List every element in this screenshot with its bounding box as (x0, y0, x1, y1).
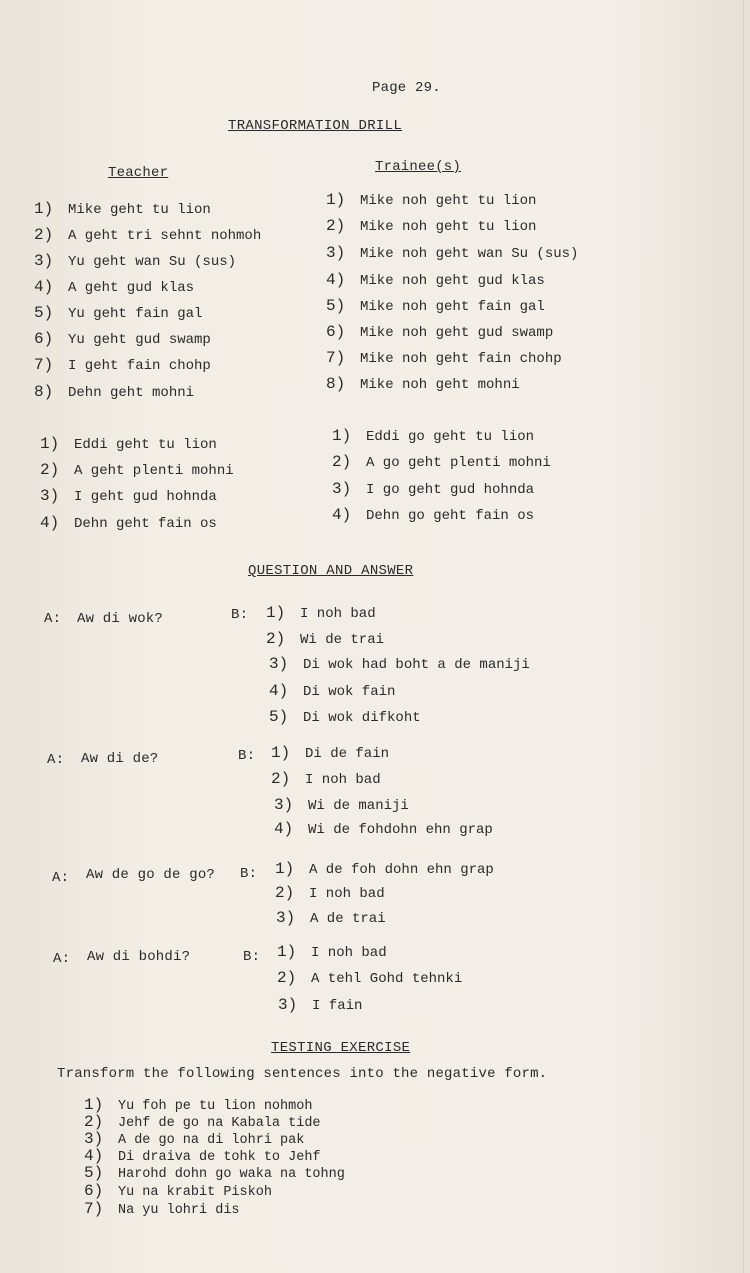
answer-item: 4) Di wok fain (269, 682, 396, 700)
list-item: 7) I geht fain chohp (34, 356, 211, 374)
answer-item: 1) Di de fain (271, 744, 390, 762)
transformation-drill-title: TRANSFORMATION DRILL (228, 118, 403, 134)
answer-item: 2) I noh bad (275, 884, 385, 902)
testing-exercise-title: TESTING EXERCISE (271, 1040, 411, 1056)
answer-item: 1) I noh bad (277, 943, 387, 961)
question-text: Aw di de? (81, 751, 159, 767)
list-item: 6) Mike noh geht gud swamp (326, 323, 554, 341)
question-text: Aw de go de go? (86, 867, 216, 883)
question-text: Aw di wok? (77, 611, 164, 627)
answer-item: 2) I noh bad (271, 770, 381, 788)
list-item: 1) Mike noh geht tu lion (326, 191, 537, 209)
list-item: 6) Yu geht gud swamp (34, 330, 211, 348)
question-text: Aw di bohdi? (87, 949, 191, 965)
list-item: 1) Mike geht tu lion (34, 200, 211, 218)
list-item: 4) Dehn go geht fain os (332, 506, 535, 524)
testing-instruction: Transform the following sentences into the negative form. (57, 1066, 548, 1082)
list-item: 5) Harohd dohn go waka na tohng (84, 1164, 345, 1182)
list-item: 3) A de go na di lohri pak (84, 1130, 305, 1148)
answer-item: 4) Wi de fohdohn ehn grap (274, 820, 493, 838)
answer-item: 3) A de trai (276, 909, 386, 927)
speaker-a-label: A: (47, 752, 65, 768)
list-item: 3) I geht gud hohnda (40, 487, 217, 505)
list-item: 2) Jehf de go na Kabala tide (84, 1113, 321, 1131)
answer-item: 5) Di wok difkoht (269, 708, 421, 726)
list-item: 3) Mike noh geht wan Su (sus) (326, 244, 579, 262)
teacher-column-heading: Teacher (108, 165, 169, 181)
list-item: 4) Dehn geht fain os (40, 514, 217, 532)
list-item: 5) Yu geht fain gal (34, 304, 203, 322)
list-item: 4) A geht gud klas (34, 278, 195, 296)
list-item: 2) A geht plenti mohni (40, 461, 234, 479)
answer-item: 2) Wi de trai (266, 630, 385, 648)
speaker-b-label: B: (238, 748, 256, 764)
list-item: 8) Dehn geht mohni (34, 383, 195, 401)
list-item: 2) A geht tri sehnt nohmoh (34, 226, 262, 244)
list-item: 7) Mike noh geht fain chohp (326, 349, 562, 367)
list-item: 4) Mike noh geht gud klas (326, 271, 545, 289)
speaker-b-label: B: (243, 949, 261, 965)
answer-item: 2) A tehl Gohd tehnki (277, 969, 463, 987)
answer-item: 3) I fain (278, 996, 363, 1014)
speaker-b-label: B: (240, 866, 258, 882)
list-item: 2) Mike noh geht tu lion (326, 217, 537, 235)
list-item: 1) Eddi geht tu lion (40, 435, 217, 453)
answer-item: 1) I noh bad (266, 604, 376, 622)
list-item: 3) Yu geht wan Su (sus) (34, 252, 237, 270)
answer-item: 3) Wi de maniji (274, 796, 409, 814)
speaker-a-label: A: (52, 870, 70, 886)
list-item: 2) A go geht plenti mohni (332, 453, 551, 471)
list-item: 3) I go geht gud hohnda (332, 480, 535, 498)
list-item: 1) Yu foh pe tu lion nohmoh (84, 1096, 313, 1114)
list-item: 4) Di draiva de tohk to Jehf (84, 1147, 321, 1165)
list-item: 7) Na yu lohri dis (84, 1200, 240, 1218)
list-item: 1) Eddi go geht tu lion (332, 427, 535, 445)
page-number: Page 29. (372, 80, 441, 96)
list-item: 5) Mike noh geht fain gal (326, 297, 545, 315)
list-item: 6) Yu na krabit Piskoh (84, 1182, 272, 1200)
question-answer-title: QUESTION AND ANSWER (248, 563, 414, 579)
trainee-column-heading: Trainee(s) (375, 159, 462, 175)
speaker-a-label: A: (44, 611, 62, 627)
answer-item: 3) Di wok had boht a de maniji (269, 655, 530, 673)
speaker-b-label: B: (231, 607, 249, 623)
list-item: 8) Mike noh geht mohni (326, 375, 520, 393)
speaker-a-label: A: (53, 951, 71, 967)
page-edge (743, 0, 744, 1273)
answer-item: 1) A de foh dohn ehn grap (275, 860, 494, 878)
